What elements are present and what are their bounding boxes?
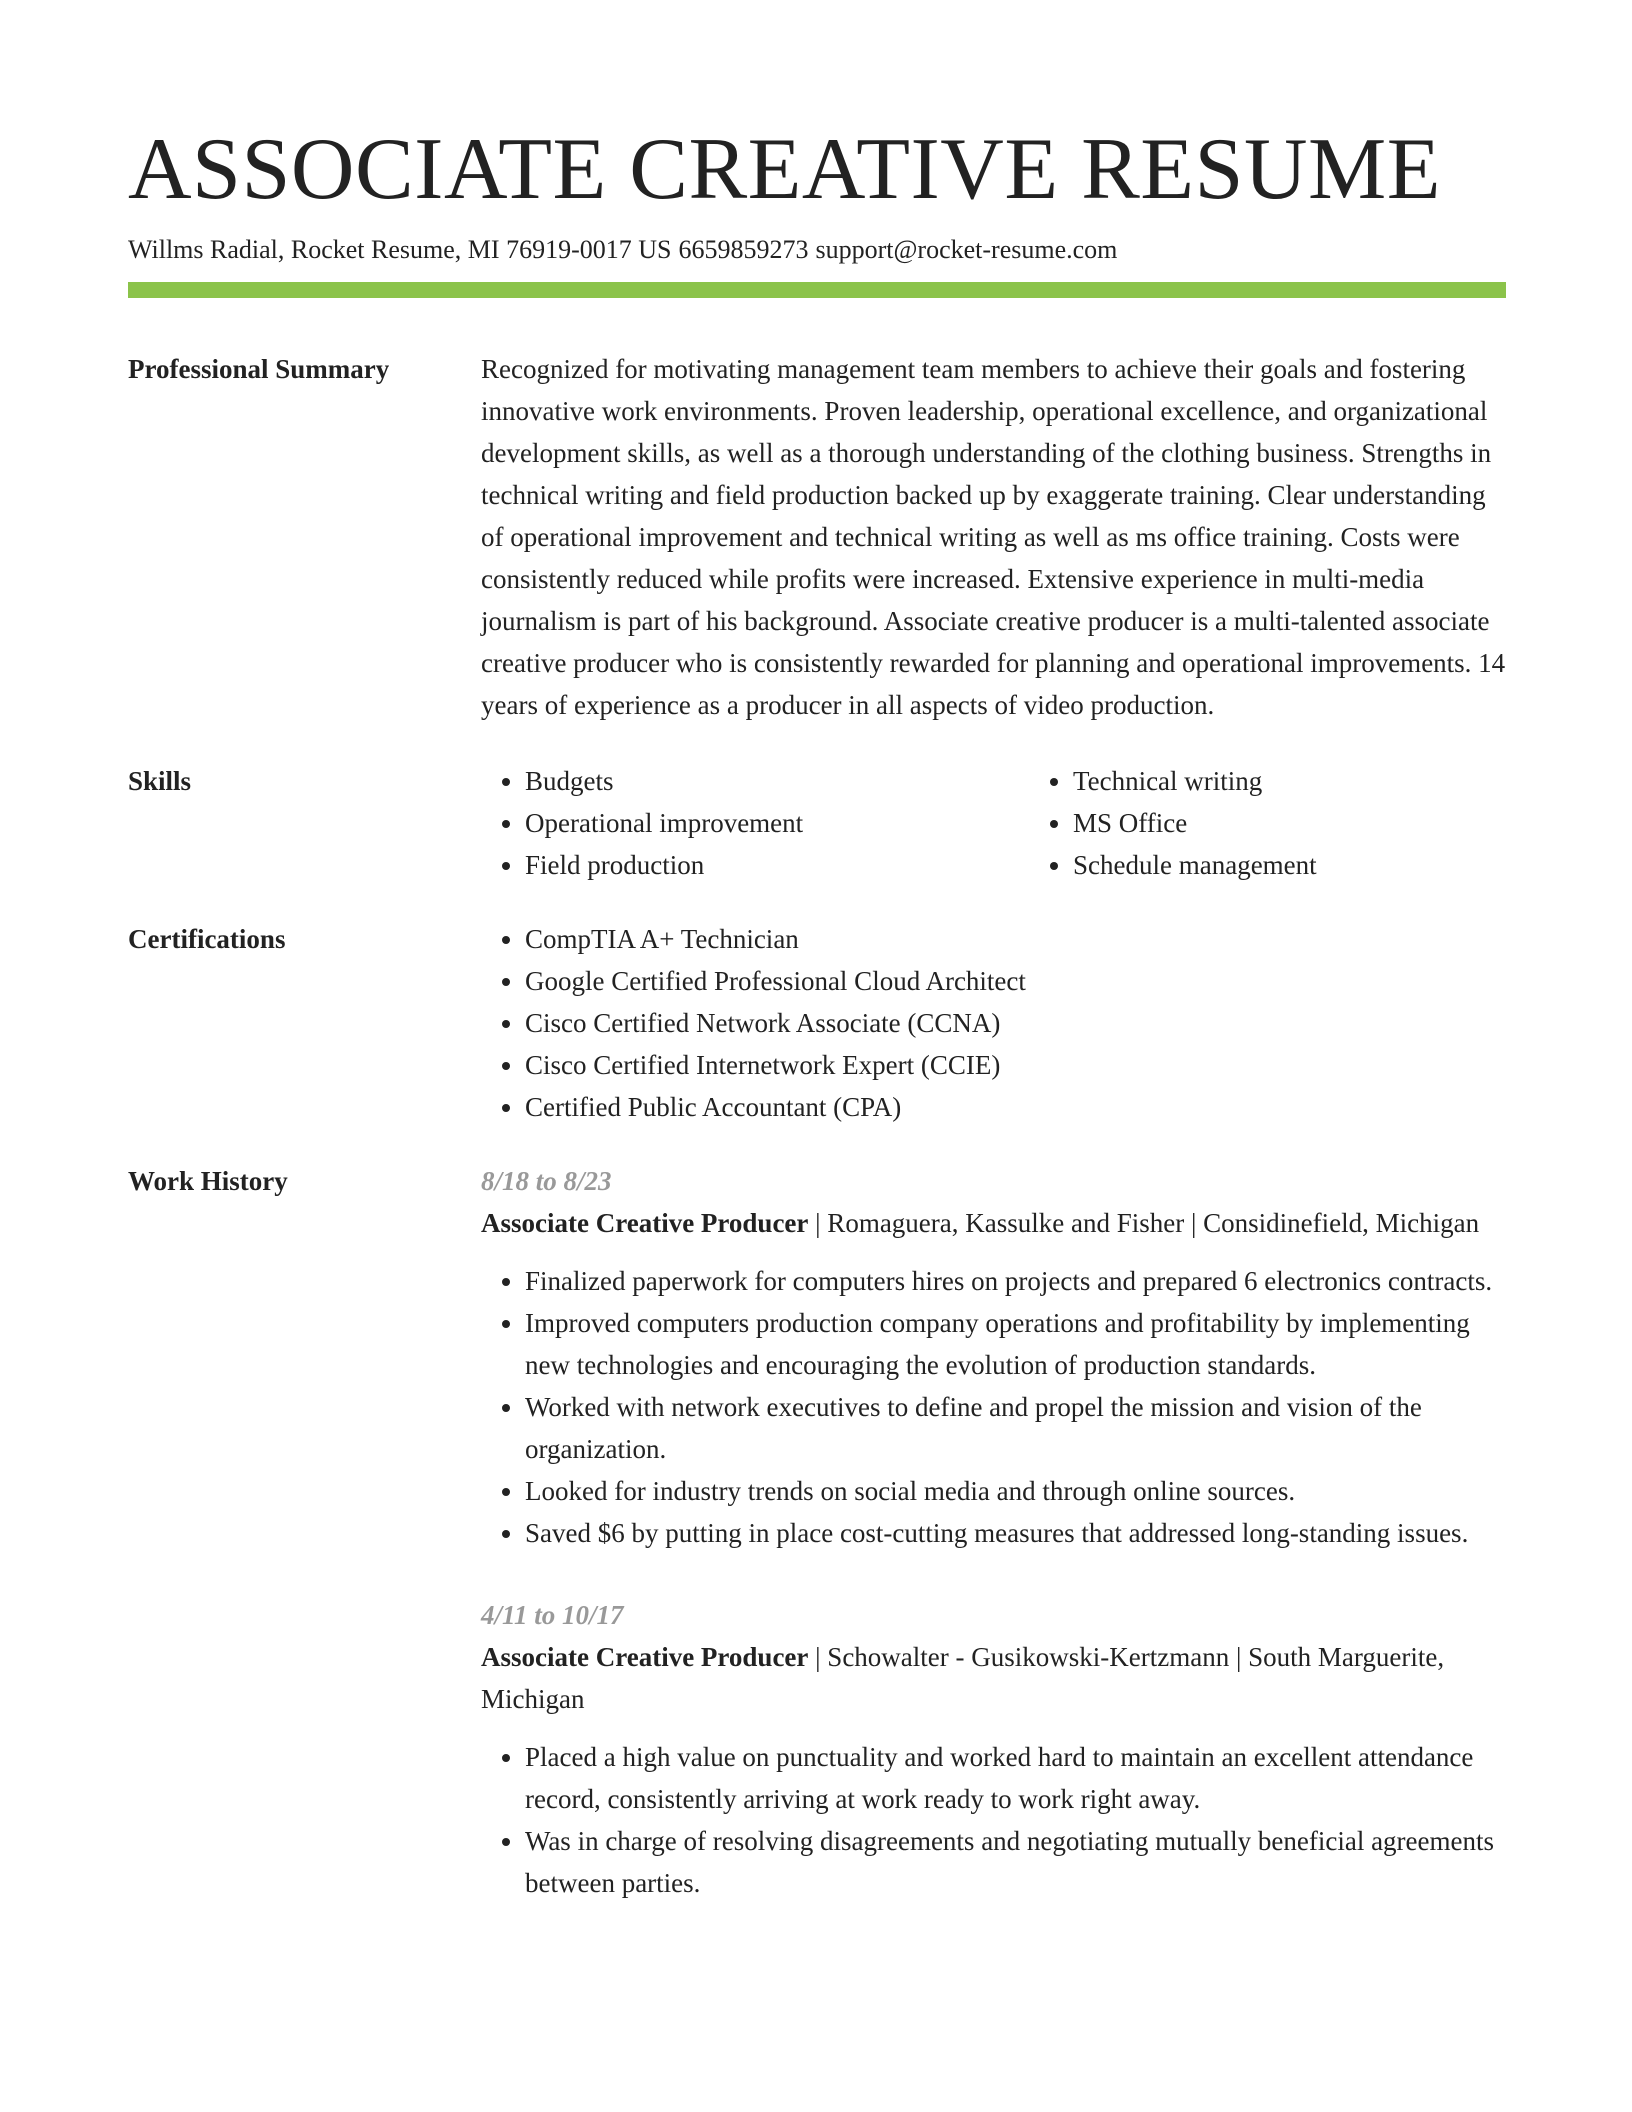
job-bullet: • Worked with network executives to define and propel the mission and vision of the organization. bbox=[525, 1386, 1506, 1470]
job-heading bbox=[481, 1202, 1506, 1244]
job-bullet: • Improved computers production company operations and profitability by implementing new technologies and encouraging the evolution of production standards. bbox=[525, 1302, 1506, 1386]
section-work-history bbox=[128, 1160, 1506, 1904]
job-entry bbox=[481, 1160, 1506, 1554]
skill-item: • MS Office bbox=[1073, 802, 1577, 844]
header-divider bbox=[128, 282, 1506, 298]
job-title: Associate Creative Producer bbox=[481, 1208, 809, 1238]
section-professional-summary bbox=[128, 348, 1506, 726]
resume-title: ASSOCIATE CREATIVE RESUME bbox=[128, 121, 1442, 218]
skill-item: • Operational improvement bbox=[525, 802, 1029, 844]
section-label-summary: Professional Summary bbox=[128, 354, 390, 384]
job-entry bbox=[481, 1594, 1506, 1904]
work-history-body bbox=[481, 1160, 1506, 1904]
skill-item: • Schedule management bbox=[1073, 844, 1577, 886]
skill-item: • Field production bbox=[525, 844, 1029, 886]
section-certifications bbox=[128, 918, 1506, 1128]
contact-phone: 6659859273 bbox=[678, 235, 809, 264]
skills-list-right bbox=[1029, 760, 1577, 886]
certification-item: • CompTIA A+ Technician bbox=[525, 918, 1506, 960]
contact-address: Willms Radial, Rocket Resume, MI 76919-0017 US bbox=[128, 235, 672, 264]
resume-header bbox=[128, 118, 1506, 298]
job-bullet: • Was in charge of resolving disagreements and negotiating mutually beneficial agreements between parties. bbox=[525, 1820, 1506, 1904]
certifications-list bbox=[481, 918, 1506, 1128]
job-bullets bbox=[481, 1260, 1506, 1554]
job-company-location: | Schowalter - Gusikowski-Kertzmann | South Marguerite, Michigan bbox=[481, 1642, 1445, 1714]
summary-text: Recognized for motivating management team members to achieve their goals and fostering innovative work environments. Proven leadership, operational excellence, and organizational development skills, as well as a thorough understanding of the clothing business. Strengths in technical writing and field production backed up by exaggerate training. Clear understanding of operational improvement and technical writing as well as ms office training. Costs were consistently reduced while profits were increased. Extensive experience in multi-media journalism is part of his background. Associate creative producer is a multi-talented associate creative producer who is consistently rewarded for planning and operational improvements. 14 years of experience as a producer in all aspects of video production. bbox=[481, 354, 1506, 720]
job-title: Associate Creative Producer bbox=[481, 1642, 809, 1672]
job-heading bbox=[481, 1636, 1506, 1720]
certification-item: • Cisco Certified Network Associate (CCNA) bbox=[525, 1002, 1506, 1044]
contact-email: support@rocket-resume.com bbox=[815, 235, 1118, 264]
job-bullet: • Finalized paperwork for computers hires on projects and prepared 6 electronics contracts. bbox=[525, 1260, 1506, 1302]
skill-item: • Technical writing bbox=[1073, 760, 1577, 802]
job-dates: 4/11 to 10/17 bbox=[481, 1600, 624, 1630]
job-bullet: • Placed a high value on punctuality and worked hard to maintain an excellent attendance record, consistently arriving at work ready to work right away. bbox=[525, 1736, 1506, 1820]
resume-page bbox=[128, 118, 1506, 1904]
contact-line bbox=[128, 232, 1506, 268]
skill-item: • Budgets bbox=[525, 760, 1029, 802]
section-label-certifications: Certifications bbox=[128, 924, 286, 954]
job-company-location: | Romaguera, Kassulke and Fisher | Considinefield, Michigan bbox=[808, 1208, 1480, 1238]
skills-grid bbox=[481, 760, 1577, 886]
certification-item: • Cisco Certified Internetwork Expert (CCIE) bbox=[525, 1044, 1506, 1086]
section-skills bbox=[128, 760, 1506, 886]
summary-body bbox=[481, 348, 1506, 726]
skills-body bbox=[481, 760, 1577, 886]
certification-item: • Certified Public Accountant (CPA) bbox=[525, 1086, 1506, 1128]
certification-item: • Google Certified Professional Cloud Architect bbox=[525, 960, 1506, 1002]
certifications-body bbox=[481, 918, 1506, 1128]
section-label-work-history: Work History bbox=[128, 1166, 288, 1196]
skills-list-left bbox=[481, 760, 1029, 886]
job-bullet: • Saved $6 by putting in place cost-cutting measures that addressed long-standing issues. bbox=[525, 1512, 1506, 1554]
job-bullet: • Looked for industry trends on social media and through online sources. bbox=[525, 1470, 1506, 1512]
job-dates: 8/18 to 8/23 bbox=[481, 1166, 612, 1196]
section-label-skills: Skills bbox=[128, 766, 192, 796]
job-bullets bbox=[481, 1736, 1506, 1904]
